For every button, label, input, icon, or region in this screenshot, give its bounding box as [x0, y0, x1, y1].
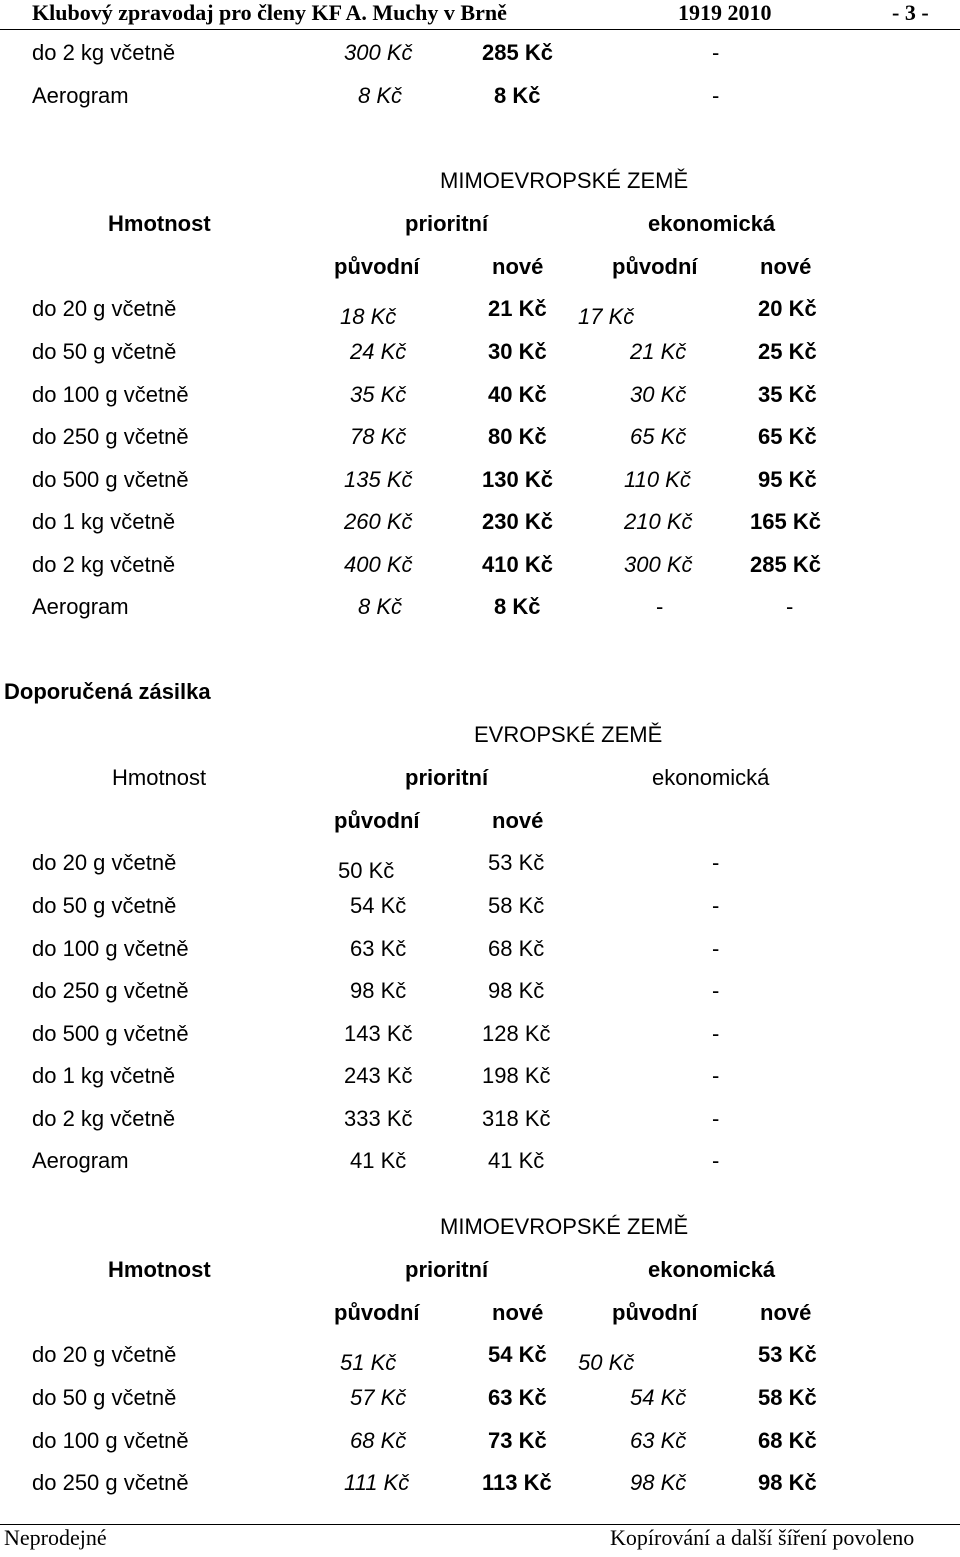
price-new: 130 Kč	[482, 467, 553, 492]
price-original: 111 Kč	[344, 1470, 410, 1495]
price-new: 80 Kč	[488, 424, 547, 449]
price-new: 128 Kč	[482, 1021, 551, 1046]
price-new: 198 Kč	[482, 1063, 551, 1088]
table-row	[0, 1470, 960, 1510]
price-economic-original: 65 Kč	[630, 424, 687, 449]
row-label: Aerogram	[32, 594, 129, 619]
table-row	[0, 382, 960, 422]
price-new: 53 Kč	[488, 850, 545, 875]
price-economic-new: 65 Kč	[758, 424, 817, 449]
col-priority: prioritní	[405, 1257, 489, 1282]
price-economic-original: 17 Kč	[578, 304, 635, 329]
row-label: do 20 g včetně	[32, 850, 177, 875]
sub-original: původní	[334, 1300, 420, 1325]
page-header	[0, 0, 960, 30]
price-economic-new: 285 Kč	[750, 552, 821, 577]
price-economic-original: 54 Kč	[630, 1385, 687, 1410]
price-economic: -	[712, 850, 720, 875]
table-row	[0, 1063, 960, 1103]
price-original: 78 Kč	[350, 424, 407, 449]
sub-new: nové	[492, 808, 544, 833]
price-economic-original: 110 Kč	[624, 467, 691, 492]
price-economic-original: 210 Kč	[624, 509, 693, 534]
table-row	[0, 467, 960, 507]
price-original: 260 Kč	[344, 509, 413, 534]
sub-new: nové	[492, 1300, 544, 1325]
price-economic: -	[712, 1063, 720, 1088]
sub-new: nové	[492, 254, 544, 279]
price-economic-original: 21 Kč	[630, 339, 687, 364]
table-row	[0, 83, 960, 123]
row-label: do 20 g včetně	[32, 1342, 177, 1367]
price-new: 40 Kč	[488, 382, 547, 407]
price-new: 41 Kč	[488, 1148, 545, 1173]
price-original: 35 Kč	[350, 382, 407, 407]
row-label: Aerogram	[32, 83, 129, 108]
column-headers	[0, 765, 960, 805]
price-original: 143 Kč	[344, 1021, 413, 1046]
section-title: EVROPSKÉ ZEMĚ	[474, 722, 663, 747]
section-title: MIMOEVROPSKÉ ZEMĚ	[440, 168, 689, 193]
column-subheaders	[0, 254, 960, 294]
row-label: do 500 g včetně	[32, 467, 189, 492]
price-economic-original: 98 Kč	[630, 1470, 687, 1495]
newsletter-title: Klubový zpravodaj pro členy KF A. Muchy v Brně	[32, 0, 507, 25]
price-new: 113 Kč	[482, 1470, 552, 1495]
sub-original: původní	[612, 1300, 698, 1325]
price-new: 8 Kč	[494, 83, 541, 108]
price-original: 400 Kč	[344, 552, 413, 577]
row-label: Aerogram	[32, 1148, 129, 1173]
price-economic-new: 98 Kč	[758, 1470, 817, 1495]
price-economic: -	[712, 1106, 720, 1131]
price-new: 318 Kč	[482, 1106, 551, 1131]
row-label: do 20 g včetně	[32, 296, 177, 321]
table-row	[0, 509, 960, 549]
price-economic-original: 63 Kč	[630, 1428, 687, 1453]
price-original: 50 Kč	[338, 858, 395, 883]
sub-original: původní	[334, 254, 420, 279]
price-economic-new: 53 Kč	[758, 1342, 817, 1367]
price-economic-original: -	[656, 594, 664, 619]
header-years: 1919 2010	[678, 0, 772, 25]
col-priority: prioritní	[405, 211, 489, 236]
table-row	[0, 339, 960, 379]
price-economic-original: 300 Kč	[624, 552, 693, 577]
row-label: do 250 g včetně	[32, 978, 189, 1003]
price-original: 24 Kč	[350, 339, 407, 364]
price-original: 243 Kč	[344, 1063, 413, 1088]
row-label: do 100 g včetně	[32, 936, 189, 961]
price-original: 63 Kč	[350, 936, 407, 961]
sub-original: původní	[334, 808, 420, 833]
table-row	[0, 850, 960, 890]
price-economic-new: 35 Kč	[758, 382, 817, 407]
row-label: do 50 g včetně	[32, 1385, 177, 1410]
row-label: do 1 kg včetně	[32, 1063, 176, 1088]
price-economic: -	[712, 40, 720, 65]
col-priority: prioritní	[405, 765, 489, 790]
table-row	[0, 978, 960, 1018]
price-original: 8 Kč	[358, 594, 403, 619]
footer-right: Kopírování a další šíření povoleno	[610, 1525, 915, 1550]
price-new: 230 Kč	[482, 509, 553, 534]
column-subheaders	[0, 1300, 960, 1340]
price-economic: -	[712, 893, 720, 918]
column-headers	[0, 1257, 960, 1297]
price-new: 54 Kč	[488, 1342, 547, 1367]
column-subheaders	[0, 808, 960, 848]
price-original: 51 Kč	[340, 1350, 397, 1375]
price-economic: -	[712, 83, 720, 108]
table-row	[0, 1428, 960, 1468]
row-label: do 50 g včetně	[32, 893, 177, 918]
price-original: 54 Kč	[350, 893, 407, 918]
price-original: 41 Kč	[350, 1148, 407, 1173]
sub-original: původní	[612, 254, 698, 279]
price-original: 18 Kč	[340, 304, 397, 329]
price-new: 21 Kč	[488, 296, 547, 321]
sub-new: nové	[760, 1300, 812, 1325]
price-new: 285 Kč	[482, 40, 553, 65]
table-row	[0, 296, 960, 336]
price-new: 68 Kč	[488, 936, 545, 961]
price-economic-new: 165 Kč	[750, 509, 821, 534]
price-new: 73 Kč	[488, 1428, 547, 1453]
row-label: do 250 g včetně	[32, 424, 189, 449]
table-row	[0, 1148, 960, 1188]
price-new: 58 Kč	[488, 893, 545, 918]
table-row	[0, 1385, 960, 1425]
table-row	[0, 424, 960, 464]
table-row	[0, 1021, 960, 1061]
sub-new: nové	[760, 254, 812, 279]
table-row	[0, 936, 960, 976]
price-new: 410 Kč	[482, 552, 553, 577]
price-economic: -	[712, 1148, 720, 1173]
price-economic-new: 20 Kč	[758, 296, 817, 321]
price-original: 300 Kč	[344, 40, 413, 65]
row-label: do 100 g včetně	[32, 382, 189, 407]
price-economic-original: 50 Kč	[578, 1350, 635, 1375]
row-label: do 2 kg včetně	[32, 40, 176, 65]
price-economic-new: 68 Kč	[758, 1428, 817, 1453]
col-weight: Hmotnost	[108, 211, 211, 236]
row-label: do 1 kg včetně	[32, 509, 176, 534]
row-label: do 250 g včetně	[32, 1470, 189, 1495]
price-original: 57 Kč	[350, 1385, 407, 1410]
price-new: 63 Kč	[488, 1385, 547, 1410]
table-row	[0, 40, 960, 80]
header-divider	[0, 29, 960, 30]
price-new: 30 Kč	[488, 339, 547, 364]
col-economic: ekonomická	[648, 1257, 776, 1282]
registered-heading: Doporučená zásilka	[4, 679, 211, 704]
row-label: do 100 g včetně	[32, 1428, 189, 1453]
section-title: MIMOEVROPSKÉ ZEMĚ	[440, 1214, 689, 1239]
price-new: 98 Kč	[488, 978, 545, 1003]
table-row	[0, 893, 960, 933]
table-row	[0, 552, 960, 592]
table-row	[0, 594, 960, 634]
price-new: 8 Kč	[494, 594, 541, 619]
col-economic: ekonomická	[648, 211, 776, 236]
price-economic: -	[712, 1021, 720, 1046]
col-economic: ekonomická	[652, 765, 770, 790]
footer-left: Neprodejné	[4, 1525, 107, 1550]
column-headers	[0, 211, 960, 251]
price-original: 68 Kč	[350, 1428, 407, 1453]
page-number: - 3 -	[892, 0, 929, 25]
price-economic-new: -	[786, 594, 794, 619]
price-economic-original: 30 Kč	[630, 382, 687, 407]
col-weight: Hmotnost	[112, 765, 207, 790]
price-economic: -	[712, 978, 720, 1003]
price-original: 98 Kč	[350, 978, 407, 1003]
col-weight: Hmotnost	[108, 1257, 211, 1282]
price-economic: -	[712, 936, 720, 961]
table-row	[0, 1106, 960, 1146]
table-row	[0, 1342, 960, 1382]
row-label: do 2 kg včetně	[32, 552, 176, 577]
row-label: do 500 g včetně	[32, 1021, 189, 1046]
price-economic-new: 95 Kč	[758, 467, 817, 492]
price-original: 8 Kč	[358, 83, 403, 108]
row-label: do 2 kg včetně	[32, 1106, 176, 1131]
row-label: do 50 g včetně	[32, 339, 177, 364]
price-economic-new: 58 Kč	[758, 1385, 817, 1410]
page-footer	[0, 1525, 960, 1557]
price-original: 135 Kč	[344, 467, 413, 492]
price-economic-new: 25 Kč	[758, 339, 817, 364]
price-original: 333 Kč	[344, 1106, 413, 1131]
